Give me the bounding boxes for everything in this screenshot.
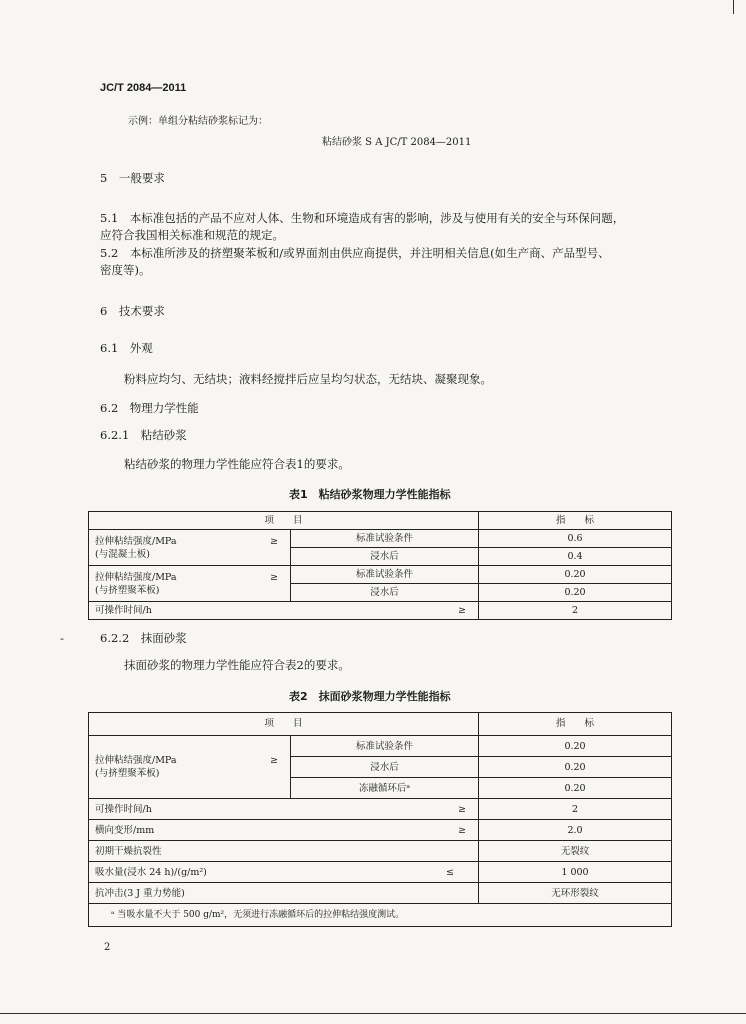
- section-6-2-heading: 6.2 物理力学性能: [100, 401, 199, 415]
- section-6-2-2-text: 抹面砂浆的物理力学性能应符合表2的要求。: [124, 658, 350, 672]
- table-2-caption: 表2 抹面砂浆物理力学性能指标: [289, 690, 451, 703]
- example-intro: 示例：单组分粘结砂浆标记为：: [128, 116, 268, 127]
- label-text: 吸水量(浸水 24 h)/(g/m²): [95, 866, 207, 878]
- table-2-cond: 浸水后: [291, 757, 479, 778]
- table-1-value: 0.4: [479, 548, 672, 566]
- table-1-caption: 表1 粘结砂浆物理力学性能指标: [289, 488, 451, 501]
- gte-symbol: ≥: [458, 605, 467, 616]
- table-row: [89, 602, 672, 620]
- table-row: [89, 512, 672, 530]
- table-1-cond: 浸水后: [291, 584, 479, 602]
- label-line: (与混凝土板): [95, 548, 150, 560]
- table-2-value: 2.0: [479, 820, 672, 841]
- section-6-heading: 6 技术要求: [100, 304, 165, 318]
- table-2: [88, 712, 672, 927]
- section-6-2-1-heading: 6.2.1 粘结砂浆: [100, 428, 187, 442]
- table-1-value: 0.20: [479, 566, 672, 584]
- table-2-row-b-label: [89, 799, 479, 820]
- label-line: (与挤塑聚苯板): [95, 768, 160, 779]
- gte-symbol: ≥: [458, 803, 467, 815]
- label-text: 初期干燥抗裂性: [95, 845, 162, 857]
- label-text: 抗冲击(3 J 重力势能): [95, 887, 185, 899]
- table-1-row-c-label: [89, 602, 479, 620]
- table-row: [89, 820, 672, 841]
- table-2-value: 1 000: [479, 862, 672, 883]
- table-row: [89, 566, 672, 584]
- table-2-value: 无裂纹: [479, 841, 672, 862]
- label-line: 拉伸粘结强度/MPa: [95, 535, 177, 547]
- table-row: [89, 841, 672, 862]
- table-row: [89, 904, 672, 927]
- scan-edge-line: [0, 1013, 746, 1014]
- table-2-row-e-label: [89, 862, 479, 883]
- table-2-value: 0.20: [479, 757, 672, 778]
- section-5-2-line1: 5.2 本标准所涉及的挤塑聚苯板和/或界面剂由供应商提供，并注明相关信息(如生产商、产品型号、: [100, 246, 610, 260]
- label-text: 可操作时间/h: [95, 605, 152, 616]
- table-2-value: 无环形裂纹: [479, 883, 672, 904]
- gte-symbol: ≥: [270, 535, 278, 547]
- section-5-1-line2: 应符合我国相关标准和规范的规定。: [100, 228, 284, 242]
- table-2-value: 0.20: [479, 736, 672, 757]
- section-6-1-heading: 6.1 外观: [100, 341, 153, 355]
- label-text: 横向变形/mm: [95, 824, 155, 836]
- section-5-2-line2: 密度等)。: [100, 263, 151, 277]
- table-1-value: 2: [479, 602, 672, 620]
- table-1-row-b-label: [89, 566, 291, 602]
- table-row: [89, 713, 672, 736]
- page-number: 2: [104, 942, 111, 953]
- section-6-2-1-text: 粘结砂浆的物理力学性能应符合表1的要求。: [124, 457, 350, 471]
- table-1-value: 0.6: [479, 530, 672, 548]
- table-row: [89, 862, 672, 883]
- gte-symbol: ≥: [270, 755, 278, 766]
- table-2-cond: 冻融循环后ᵃ: [291, 778, 479, 799]
- table-2-row-a-label: [89, 736, 291, 799]
- section-6-1-text: 粉料应均匀、无结块；液料经搅拌后应呈均匀状态，无结块、凝聚现象。: [124, 372, 492, 386]
- scan-edge-mark: [733, 0, 734, 14]
- table-1-row-a-label: [89, 530, 291, 566]
- table-row: [89, 736, 672, 757]
- table-1-cond: 标准试验条件: [291, 530, 479, 548]
- table-2-row-c-label: [89, 820, 479, 841]
- section-5-heading: 5 一般要求: [100, 171, 165, 185]
- table-2-footnote: ᵃ 当吸水量不大于 500 g/m²，无须进行冻融循环后的拉伸粘结强度测试。: [89, 904, 672, 927]
- table-1: [88, 511, 672, 620]
- label-text: 可操作时间/h: [95, 803, 152, 815]
- table-2-header-item: 项 目: [89, 713, 479, 736]
- table-2-cond: 标准试验条件: [291, 736, 479, 757]
- table-row: [89, 883, 672, 904]
- table-2-value: 2: [479, 799, 672, 820]
- table-2-value: 0.20: [479, 778, 672, 799]
- gte-symbol: ≥: [270, 571, 278, 583]
- lte-symbol: ≤: [446, 866, 455, 878]
- section-5-1-line1: 5.1 本标准包括的产品不应对人体、生物和环境造成有害的影响，涉及与使用有关的安全与环保问题，: [100, 211, 625, 225]
- table-1-cond: 浸水后: [291, 548, 479, 566]
- label-line: 拉伸粘结强度/MPa: [95, 755, 177, 766]
- section-6-2-2-heading: 6.2.2 抹面砂浆: [100, 631, 187, 645]
- label-line: (与挤塑聚苯板): [95, 584, 160, 596]
- table-1-header-index: 指 标: [479, 512, 672, 530]
- table-1-header-item: 项 目: [89, 512, 479, 530]
- table-row: [89, 530, 672, 548]
- standard-code-header: JC/T 2084—2011: [100, 82, 187, 94]
- table-2-header-index: 指 标: [479, 713, 672, 736]
- label-line: 拉伸粘结强度/MPa: [95, 571, 177, 583]
- table-row: [89, 799, 672, 820]
- table-1-value: 0.20: [479, 584, 672, 602]
- gte-symbol: ≥: [458, 824, 467, 836]
- table-2-row-d-label: [89, 841, 479, 862]
- table-1-cond: 标准试验条件: [291, 566, 479, 584]
- table-2-row-f-label: [89, 883, 479, 904]
- margin-dash: -: [60, 631, 64, 645]
- example-marking: 粘结砂浆 S A JC/T 2084—2011: [322, 137, 472, 148]
